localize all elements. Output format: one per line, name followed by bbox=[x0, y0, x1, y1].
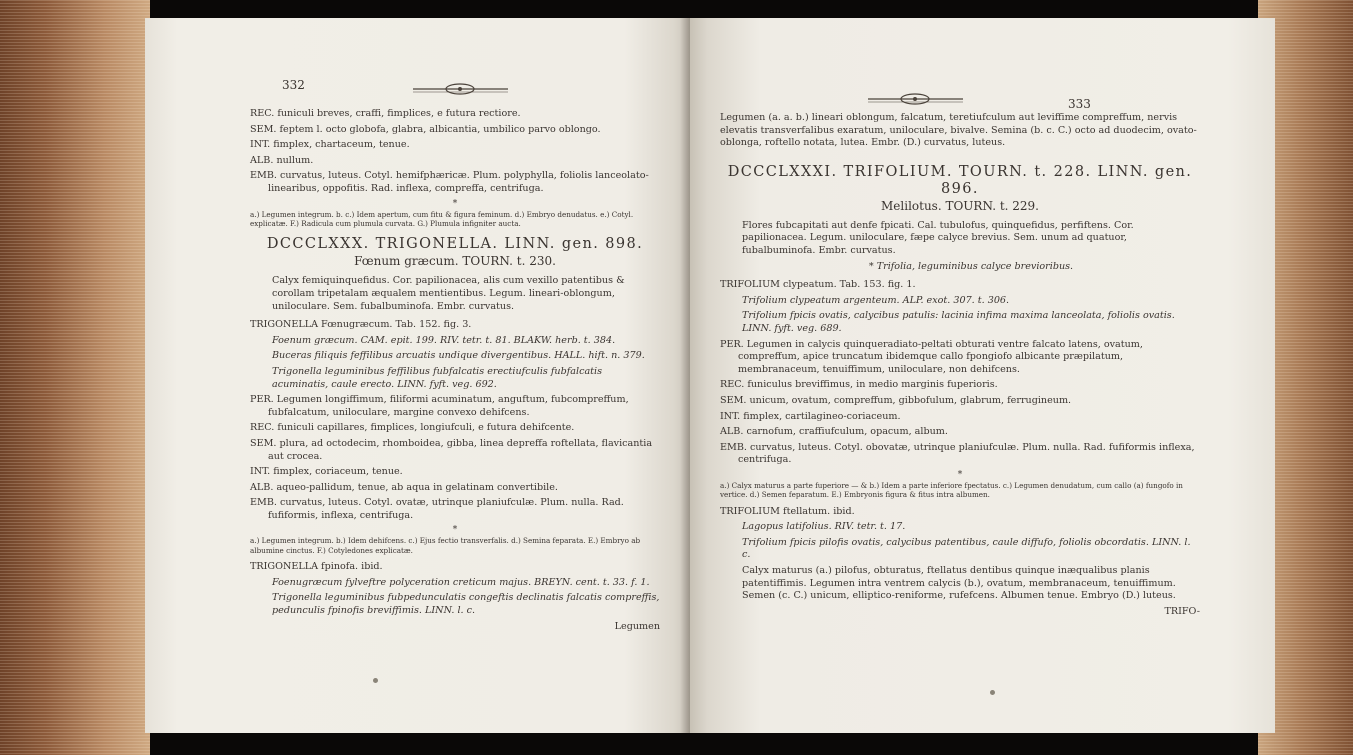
synonym-line: Trifolium clypeatum argenteum. ALP. exot. 307. t. 306. bbox=[742, 294, 1010, 306]
book-fore-edge-left bbox=[0, 0, 150, 755]
species-description: Calyx maturus (a.) pilofus, obturatus, ftellatus dentibus quinque inæqualibus planis patentiffimis. Legumen intra ventrem calycis (b.), ovatum, membranaceum, tenuiffimum. Semen (c. C.) unicum, elliptico-reniforme, rufefcens. Albumen tenue. Embryo (D.) luteus. bbox=[742, 565, 1176, 602]
synonym-line: Foenum græcum. CAM. epit. 199. RIV. tetr. t. 81. BLAKW. herb. t. 384. bbox=[272, 334, 616, 346]
synonym-line: Foenugræcum fylveftre polyceration creticum majus. BREYN. cent. t. 33. f. 1. bbox=[272, 576, 650, 588]
genus-description: Calyx femiquinquefidus. Cor. papilionacea, alis cum vexillo patentibus & corollam tripetalam æqualem mentientibus. Legum. lineari-oblongum, uniloculare. Sem. fubalbuminofa. Embr. curvatus. bbox=[272, 275, 625, 312]
right-page bbox=[690, 18, 1275, 733]
figure-note: a.) Legumen integrum. b. c.) Idem apertum, cum fitu & figura feminum. d.) Embryo denudatus. e.) Cotyl. explicatæ. F.) Radicula cum plumula curvata. G.) Plumula infigniter aucta. bbox=[250, 209, 634, 228]
per-line: PER. Legumen longiffimum, filiformi acuminatum, anguftum, fubcompreffum, fubfalcatum, uniloculare, margine convexo dehifcens. bbox=[250, 394, 629, 418]
sem-line: SEM. unicum, ovatum, compreffum, gibbofulum, glabrum, ferrugineum. bbox=[720, 394, 1072, 406]
catchword: TRIFO- bbox=[1164, 605, 1200, 617]
rec-line: REC. funiculi capillares, fimplices, longiufculi, e futura dehifcente. bbox=[250, 422, 575, 434]
int-line: INT. fimplex, coriaceum, tenue. bbox=[250, 466, 403, 478]
emb-line: EMB. curvatus, luteus. Cotyl. obovatæ, utrinque planiufculæ. Plum. nulla. Rad. fufiformis inflexa, centrifuga. bbox=[720, 441, 1195, 466]
alb-line: ALB. aqueo-pallidum, tenue, ab aqua in gelatinam convertibile. bbox=[250, 481, 558, 493]
separator-star: * bbox=[452, 525, 458, 536]
page-number-left: 332 bbox=[282, 78, 305, 92]
alb-line: ALB. carnofum, craffiufculum, opacum, album. bbox=[720, 426, 948, 438]
per-line: PER. Legumen in calycis quinqueradiato-peltati obturati ventre falcato latens, ovatum, compreffum, apice truncatum ibidemque callo fpongiofo albicante præpilatum, membranaceum, tenuiffimum, uniloculare, non dehifcens. bbox=[720, 338, 1143, 375]
int-line: INT. fimplex, cartilagineo-coriaceum. bbox=[720, 410, 901, 422]
alb-line: ALB. nullum. bbox=[250, 154, 314, 166]
synonym-line: Trifolium fpicis pilofis ovatis, calycibus patentibus, caule diffufo, foliolis obcordatis. LINN. l. c. bbox=[742, 536, 1191, 561]
emb-line: EMB. curvatus, luteus. Cotyl. ovatæ, utrinque planiufculæ. Plum. nulla. Rad. fufiformis, inflexa, centrifuga. bbox=[250, 497, 624, 521]
subgroup-heading: * Trifolia, leguminibus calyce brevioribus. bbox=[868, 260, 1074, 272]
sem-line: SEM. plura, ad octodecim, rhomboidea, gibba, linea depreffa roftellata, flavicantia aut crocea. bbox=[250, 437, 653, 462]
intro-paragraph: Legumen (a. a. b.) lineari oblongum, falcatum, teretiufculum aut leviffime compreffum, nervis elevatis transverfalibus exaratum, uniloculare, bivalve. Semina (b. c. C.) octo ad duodecim, ovato-oblonga, roftello notata, lutea. Embr. (D.) curvatus, luteus. bbox=[720, 112, 1197, 149]
page-number-right: 333 bbox=[1068, 97, 1091, 111]
sem-line: SEM. feptem l. octo globofa, glabra, albicantia, umbilico parvo oblongo. bbox=[250, 123, 601, 135]
figure-note: a.) Legumen integrum. b.) Idem dehifcens. c.) Ejus fectio transverfalis. d.) Semina feparata. E.) Embryo ab albumine cinctus. F.) Cotyledones explicatæ. bbox=[250, 536, 641, 555]
ink-spot bbox=[990, 690, 995, 695]
genus-description: Flores fubcapitati aut denfe fpicati. Cal. tubulofus, quinquefidus, perfiftens. Cor. papilionacea. Legum. uniloculare, fæpe calyce brevius. Sem. unum ad quatuor, fubalbuminofa. Embr. curvatus. bbox=[742, 219, 1134, 256]
rec-line: REC. funiculi breves, craffi, fimplices, e futura rectiore. bbox=[250, 108, 521, 119]
species-heading: TRIFOLIUM clypeatum. Tab. 153. fig. 1. bbox=[720, 279, 916, 291]
emb-line: EMB. curvatus, luteus. Cotyl. hemifphæricæ. Plum. polyphylla, foliolis lanceolato-linearibus, oppofitis. Rad. inflexa, compreffa, centrifuga. bbox=[250, 170, 649, 194]
genus-subtitle: Melilotus. TOURN. t. 229. bbox=[881, 198, 1039, 213]
ornament-icon bbox=[413, 82, 508, 96]
ornament-icon bbox=[868, 92, 963, 106]
synonym-line: Lagopus latifolius. RIV. tetr. t. 17. bbox=[742, 521, 906, 533]
genus-title: DCCCLXXXI. TRIFOLIUM. TOURN. t. 228. LINN. gen. 896. bbox=[727, 163, 1193, 197]
catchword: Legumen bbox=[614, 620, 660, 632]
synonym-line: Buceras filiquis feffilibus arcuatis undique divergentibus. HALL. hift. n. 379. bbox=[272, 350, 645, 362]
species-heading: TRIGONELLA fpinofa. ibid. bbox=[250, 561, 383, 573]
separator-star: * bbox=[452, 198, 458, 209]
right-text-column bbox=[720, 112, 1200, 621]
left-page bbox=[145, 18, 690, 733]
synonym-line: Trifolium fpicis ovatis, calycibus patulis: lacinia infima maxima lanceolata, foliolis ovatis. LINN. fyft. veg. 689. bbox=[742, 310, 1175, 334]
int-line: INT. fimplex, chartaceum, tenue. bbox=[250, 139, 410, 151]
figure-note: a.) Calyx maturus a parte fuperiore — & b.) Idem a parte inferiore fpectatus. c.) Legumen denudatum, cum callo (a) fungofo in vertice. d.) Semen feparatum. E.) Embryonis figura & fitus intra albumen. bbox=[720, 480, 1183, 500]
ink-spot bbox=[373, 678, 378, 683]
left-text-column bbox=[250, 108, 660, 636]
separator-star: * bbox=[957, 469, 963, 480]
rec-line: REC. funiculus breviffimus, in medio marginis fuperioris. bbox=[720, 379, 998, 391]
genus-subtitle: Fœnum græcum. TOURN. t. 230. bbox=[354, 254, 556, 269]
species-heading: TRIGONELLA Fœnugræcum. Tab. 152. fig. 3. bbox=[250, 319, 472, 331]
species-heading: TRIFOLIUM ftellatum. ibid. bbox=[720, 505, 855, 517]
synonym-line: Trigonella leguminibus fubpedunculatis congeftis declinatis falcatis compreffis, pedunculis fpinofis breviffimis. LINN. l. c. bbox=[272, 592, 660, 617]
genus-title: DCCCLXXX. TRIGONELLA. LINN. gen. 898. bbox=[266, 236, 644, 253]
synonym-line: Trigonella leguminibus feffilibus fubfalcatis erectiufculis fubfalcatis acuminatis, caule erecto. LINN. fyft. veg. 692. bbox=[272, 365, 603, 390]
